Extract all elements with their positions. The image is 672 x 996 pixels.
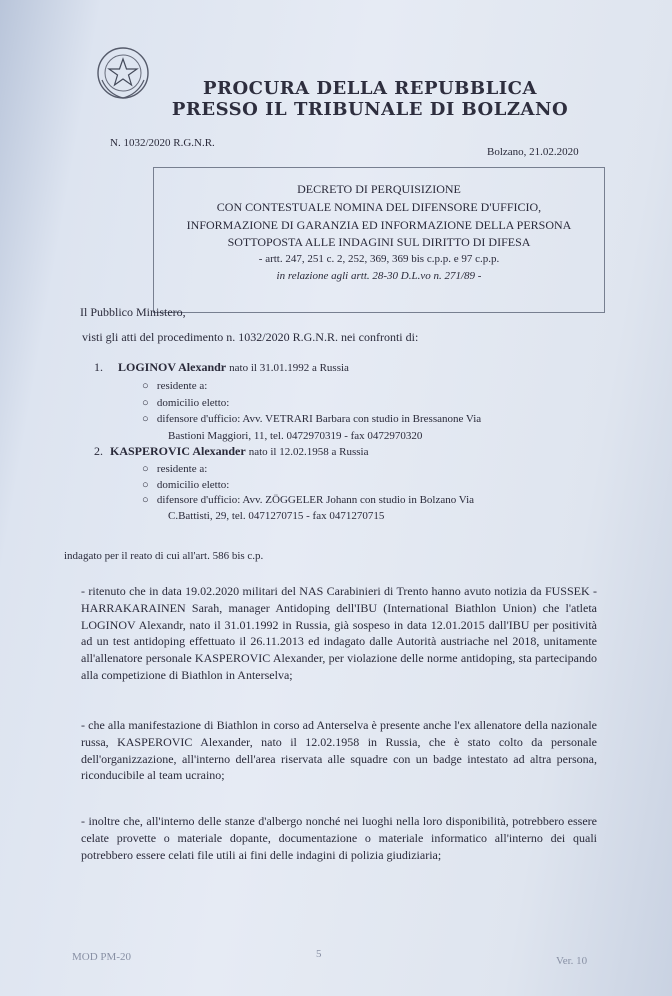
office-subtitle: PRESSO IL TRIBUNALE DI BOLZANO — [171, 99, 569, 120]
protocol-number: N. 1032/2020 R.G.N.R. — [110, 137, 215, 149]
person-name: KASPEROVIC Alexander — [110, 444, 246, 458]
republic-emblem-icon — [94, 44, 152, 102]
paragraph-ritenuto: - ritenuto che in data 19.02.2020 militari del NAS Carabinieri di Trento hanno avuto notizia da FUSSEK - HARRAKARAINEN Sarah, manager Antidoping dell'IBU (International Biathlon Union) che l'atleta LOGINOV Alexandr, nato il 31.01.1992 in Russia, già sospeso in data 12.01.2015 dall'IBU per positività ad un test antidoping effettuato il 26.11.2013 ed indagato dalle Autorità austriache nel 2018, unitamente all'allenatore personale KASPEROVIC Alexander, per violazione delle norme antidoping, sta partecipando alla competizione di Biathlon in Anterselva; — [81, 584, 597, 682]
domicile-line: ○ domicilio eletto: — [142, 397, 230, 409]
domicile-line: ○ domicilio eletto: — [142, 479, 230, 491]
person-2 — [94, 444, 368, 459]
legal-articles: - artt. 247, 251 c. 2, 252, 369, 369 bis c.p.p. e 97 c.p.p. — [258, 253, 500, 265]
residence-line: ○ residente a: — [142, 380, 208, 392]
bullet-icon: ○ — [142, 380, 157, 392]
defender-line: ○ difensore d'ufficio: Avv. ZÖGGELER Johann con studio in Bolzano Via — [142, 494, 475, 506]
footer-model: MOD PM-20 — [72, 951, 131, 963]
decree-subtitle-3: SOTTOPOSTA ALLE INDAGINI SUL DIRITTO DI DIFESA — [227, 235, 531, 249]
bullet-icon: ○ — [142, 494, 157, 506]
bullet-icon: ○ — [142, 463, 157, 475]
intro-line: Il Pubblico Ministero, — [80, 305, 186, 319]
decree-subtitle-2: INFORMAZIONE DI GARANZIA ED INFORMAZIONE DELLA PERSONA — [186, 218, 572, 232]
office-title: PROCURA DELLA REPUBBLICA — [203, 78, 537, 99]
decree-title: DECRETO DI PERQUISIZIONE — [297, 182, 461, 196]
footer-version: Ver. 10 — [556, 955, 588, 967]
intro-proceeding: visti gli atti del procedimento n. 1032/2020 R.G.N.R. nei confronti di: — [82, 330, 419, 344]
decree-title-box — [153, 167, 605, 313]
legal-references: in relazione agli artt. 28-30 D.L.vo n. 271/89 - — [276, 270, 482, 282]
defender-contacts: C.Battisti, 29, tel. 0471270715 - fax 0471270715 — [168, 510, 385, 522]
person-1 — [94, 360, 349, 375]
person-birth: nato il 31.01.1992 a Russia — [229, 362, 349, 374]
paragraph-inoltre: - inoltre che, all'interno delle stanze d'albergo nonché nei luoghi nella loro disponibilità, potrebbero essere celate provette o materiale dopante, documentazione o materiale informatico all'interno dei quali potrebbero essere celati file utili ai fini delle indagini di polizia giudiziaria; — [81, 814, 597, 862]
person-number: 2. — [94, 444, 103, 458]
decree-subtitle-1: CON CONTESTUALE NOMINA DEL DIFENSORE D'UFFICIO, — [216, 200, 542, 214]
bullet-icon: ○ — [142, 479, 157, 491]
residence-line: ○ residente a: — [142, 463, 208, 475]
place-date: Bolzano, 21.02.2020 — [487, 146, 579, 158]
person-birth: nato il 12.02.1958 a Russia — [248, 446, 369, 458]
defender-line: ○ difensore d'ufficio: Avv. VETRARI Barbara con studio in Bressanone Via — [142, 413, 482, 425]
page-number: 5 — [316, 948, 322, 960]
defender-contacts: Bastioni Maggiori, 11, tel. 0472970319 - fax 0472970320 — [168, 430, 423, 442]
bullet-icon: ○ — [142, 413, 157, 425]
person-name: LOGINOV Alexandr — [118, 360, 227, 374]
indagato-line: indagato per il reato di cui all'art. 586 bis c.p. — [64, 550, 264, 562]
paragraph-manifestazione: - che alla manifestazione di Biathlon in corso ad Anterselva è presente anche l'ex allenatore della nazionale russa, KASPEROVIC Alexander, nato il 12.02.1958 in Russia, che è stato colto da personale dell'organizzazione, all'interno dell'area riservata alle squadre con un badge intestato ad altra persona, riconducibile al team ucraino; — [81, 718, 597, 783]
person-number: 1. — [94, 360, 103, 374]
bullet-icon: ○ — [142, 397, 157, 409]
